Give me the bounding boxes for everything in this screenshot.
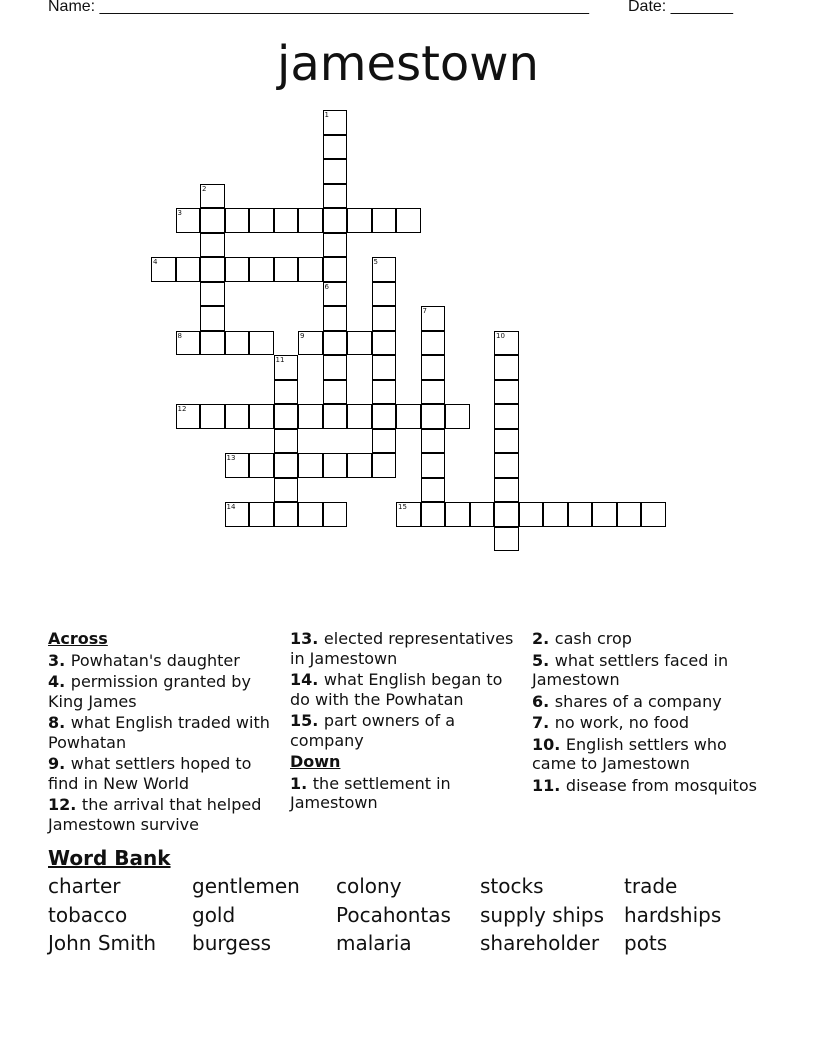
word-bank-entry: gold: [192, 902, 236, 927]
clue-number: 3: [177, 209, 182, 217]
grid-cell[interactable]: [494, 380, 519, 405]
grid-cell[interactable]: [200, 257, 225, 282]
grid-cell[interactable]: [372, 331, 397, 356]
grid-cell[interactable]: [249, 257, 274, 282]
clue-text: elected representatives in Jamestown: [290, 629, 514, 668]
grid-cell[interactable]: [200, 306, 225, 331]
grid-cell[interactable]: [372, 404, 397, 429]
clue-text: no work, no food: [554, 713, 690, 732]
grid-cell[interactable]: [372, 257, 397, 282]
word-bank-entry: burgess: [192, 931, 272, 955]
clue-text: cash crop: [554, 629, 632, 648]
clue-number-label: 13.: [290, 629, 324, 648]
word-bank-entry: stocks: [480, 874, 544, 898]
word-bank-entry: charter: [48, 874, 121, 898]
grid-cell[interactable]: [372, 429, 397, 454]
puzzle-title: jamestown: [277, 36, 539, 92]
grid-cell[interactable]: [396, 404, 421, 429]
grid-cell[interactable]: [274, 453, 299, 478]
clue-number-label: 4.: [48, 672, 71, 691]
grid-cell[interactable]: [176, 257, 201, 282]
grid-cell[interactable]: [421, 306, 446, 331]
grid-cell[interactable]: [421, 478, 446, 503]
grid-cell[interactable]: [494, 429, 519, 454]
across-clue: [48, 651, 283, 671]
grid-cell[interactable]: [519, 502, 544, 527]
down-clue: [532, 629, 762, 649]
grid-cell[interactable]: [200, 184, 225, 209]
grid-cell[interactable]: [225, 502, 250, 527]
clue-number: 5: [373, 258, 378, 266]
down-heading: Down: [290, 752, 341, 771]
clue-column-1: [48, 629, 283, 836]
grid-cell[interactable]: [421, 380, 446, 405]
grid-cell[interactable]: [445, 502, 470, 527]
clue-number-label: 14.: [290, 670, 324, 689]
grid-cell[interactable]: [494, 355, 519, 380]
grid-cell[interactable]: [372, 208, 397, 233]
grid-cell[interactable]: [641, 502, 666, 527]
clue-number-label: 10.: [532, 734, 566, 754]
clue-number: 14: [226, 503, 236, 511]
grid-cell[interactable]: [543, 502, 568, 527]
grid-cell[interactable]: [176, 404, 201, 429]
word-bank-title: Word Bank: [48, 846, 171, 870]
grid-cell[interactable]: [421, 453, 446, 478]
grid-cell[interactable]: [274, 404, 299, 429]
grid-cell[interactable]: [323, 404, 348, 429]
grid-cell[interactable]: [396, 208, 421, 233]
across-clue: [48, 754, 283, 793]
across-heading: Across: [48, 629, 108, 648]
clue-number: 1: [324, 111, 329, 119]
grid-cell[interactable]: [494, 527, 519, 552]
clue-text: what settlers hoped to find in New World: [48, 754, 252, 793]
grid-cell[interactable]: [372, 282, 397, 307]
clue-number-label: 12.: [48, 795, 82, 814]
grid-cell[interactable]: [347, 404, 372, 429]
name-field-label: Name: _______________________________________________________: [48, 0, 589, 15]
clue-text: part owners of a company: [290, 711, 455, 750]
grid-cell[interactable]: [372, 453, 397, 478]
grid-cell[interactable]: [568, 502, 593, 527]
grid-cell[interactable]: [323, 159, 348, 184]
word-bank-entry: supply ships: [480, 902, 605, 927]
grid-cell[interactable]: [225, 404, 250, 429]
grid-cell[interactable]: [323, 110, 348, 135]
clue-number: 6: [324, 282, 329, 291]
grid-cell[interactable]: [470, 502, 495, 527]
clue-column-2: [290, 629, 525, 815]
word-bank-entry: colony: [336, 874, 402, 898]
down-clue: [532, 735, 762, 774]
grid-cell[interactable]: [323, 306, 348, 331]
clue-column-3: [532, 629, 762, 797]
clue-text: shares of a company: [554, 691, 722, 711]
clue-number-label: 3.: [48, 650, 71, 670]
grid-cell[interactable]: [494, 453, 519, 478]
grid-cell[interactable]: [249, 453, 274, 478]
down-clue: [532, 692, 762, 712]
clue-text: disease from mosquitos: [565, 775, 757, 795]
grid-cell[interactable]: [200, 282, 225, 307]
grid-cell[interactable]: [200, 208, 225, 233]
clue-number-label: 5.: [532, 650, 555, 670]
clue-text: English settlers who came to Jamestown: [532, 734, 727, 773]
grid-cell[interactable]: [274, 355, 299, 380]
across-clue: [48, 713, 283, 752]
grid-cell[interactable]: [592, 502, 617, 527]
clue-number: 11: [275, 356, 285, 364]
grid-cell[interactable]: [323, 208, 348, 233]
grid-cell[interactable]: [372, 355, 397, 380]
down-clue: [532, 651, 762, 690]
grid-cell[interactable]: [274, 257, 299, 282]
grid-cell[interactable]: [200, 404, 225, 429]
clue-text: Powhatan's daughter: [70, 650, 240, 670]
grid-cell[interactable]: [298, 404, 323, 429]
clue-number-label: 8.: [48, 713, 71, 732]
grid-cell[interactable]: [323, 380, 348, 405]
clue-text: the settlement in Jamestown: [290, 773, 451, 812]
grid-cell[interactable]: [494, 331, 519, 356]
clue-number: 4: [153, 258, 158, 266]
grid-cell[interactable]: [274, 478, 299, 503]
grid-cell[interactable]: [323, 257, 348, 282]
grid-cell[interactable]: [225, 331, 250, 356]
down-clue: [290, 774, 525, 813]
clue-number: 7: [422, 307, 427, 315]
grid-cell[interactable]: [421, 429, 446, 454]
grid-cell[interactable]: [274, 380, 299, 405]
grid-cell[interactable]: [347, 453, 372, 478]
grid-cell[interactable]: [347, 208, 372, 233]
grid-cell[interactable]: [298, 502, 323, 527]
clue-text: what settlers faced in Jamestown: [532, 650, 729, 689]
grid-cell[interactable]: [372, 306, 397, 331]
grid-cell[interactable]: [445, 404, 470, 429]
grid-cell[interactable]: [421, 502, 446, 527]
clue-number-label: 1.: [290, 773, 313, 793]
word-bank-entry: trade: [624, 874, 678, 898]
clue-number-label: 7.: [532, 713, 555, 732]
clue-number-label: 9.: [48, 754, 71, 773]
word-bank-entry: Pocahontas: [336, 902, 451, 927]
grid-cell[interactable]: [323, 502, 348, 527]
across-clue: [290, 629, 525, 668]
clue-text: what English began to do with the Powhatan: [290, 670, 503, 709]
word-bank-entry: tobacco: [48, 902, 128, 927]
clue-number: 9: [300, 331, 305, 340]
grid-cell[interactable]: [494, 478, 519, 503]
grid-cell[interactable]: [372, 380, 397, 405]
clue-number: 8: [177, 331, 182, 340]
down-clue: [532, 776, 762, 796]
grid-cell[interactable]: [323, 331, 348, 356]
date-field-label: Date: _______: [628, 0, 733, 15]
grid-cell[interactable]: [298, 208, 323, 233]
grid-cell[interactable]: [323, 233, 348, 258]
grid-cell[interactable]: [298, 453, 323, 478]
grid-cell[interactable]: [421, 331, 446, 356]
clue-number-label: 15.: [290, 711, 324, 730]
clue-number: 13: [226, 454, 236, 462]
grid-cell[interactable]: [323, 184, 348, 209]
grid-cell[interactable]: [323, 282, 348, 307]
grid-cell[interactable]: [249, 502, 274, 527]
grid-cell[interactable]: [347, 331, 372, 356]
grid-cell[interactable]: [274, 502, 299, 527]
across-clue: [290, 711, 525, 750]
grid-cell[interactable]: [494, 502, 519, 527]
grid-cell[interactable]: [225, 257, 250, 282]
word-bank-entry: malaria: [336, 931, 412, 955]
clue-number: 2: [202, 184, 207, 193]
clue-number: 15: [398, 503, 407, 511]
grid-cell[interactable]: [421, 355, 446, 380]
grid-cell[interactable]: [617, 502, 642, 527]
grid-cell[interactable]: [249, 404, 274, 429]
across-clue: [290, 670, 525, 709]
grid-cell[interactable]: [249, 331, 274, 356]
grid-cell[interactable]: [225, 453, 250, 478]
grid-cell[interactable]: [298, 331, 323, 356]
down-clue: [532, 713, 762, 733]
grid-cell[interactable]: [274, 208, 299, 233]
word-bank-entry: shareholder: [480, 931, 600, 955]
grid-cell[interactable]: [298, 257, 323, 282]
grid-cell[interactable]: [323, 355, 348, 380]
grid-cell[interactable]: [421, 404, 446, 429]
word-bank-entry: John Smith: [48, 931, 157, 955]
grid-cell[interactable]: [176, 331, 201, 356]
clue-number-label: 6.: [532, 691, 555, 711]
clue-text: permission granted by King James: [48, 672, 251, 711]
grid-cell[interactable]: [396, 502, 421, 527]
clue-number-label: 2.: [532, 629, 555, 648]
across-clue: [48, 795, 283, 834]
grid-cell[interactable]: [200, 331, 225, 356]
grid-cell[interactable]: [225, 208, 250, 233]
clue-number: 10: [496, 331, 505, 340]
grid-cell[interactable]: [323, 135, 348, 160]
across-clue: [48, 672, 283, 711]
word-bank-entry: pots: [624, 931, 668, 955]
grid-cell[interactable]: [494, 404, 519, 429]
clue-text: the arrival that helped Jamestown survive: [48, 795, 262, 834]
grid-cell[interactable]: [176, 208, 201, 233]
word-bank-entry: hardships: [624, 902, 722, 927]
clue-text: what English traded with Powhatan: [48, 713, 270, 752]
grid-cell[interactable]: [323, 453, 348, 478]
clue-number-label: 11.: [532, 775, 566, 795]
word-bank-entry: gentlemen: [192, 874, 300, 898]
grid-cell[interactable]: [249, 208, 274, 233]
grid-cell[interactable]: [151, 257, 176, 282]
grid-cell[interactable]: [274, 429, 299, 454]
grid-cell[interactable]: [200, 233, 225, 258]
clue-number: 12: [177, 405, 187, 413]
